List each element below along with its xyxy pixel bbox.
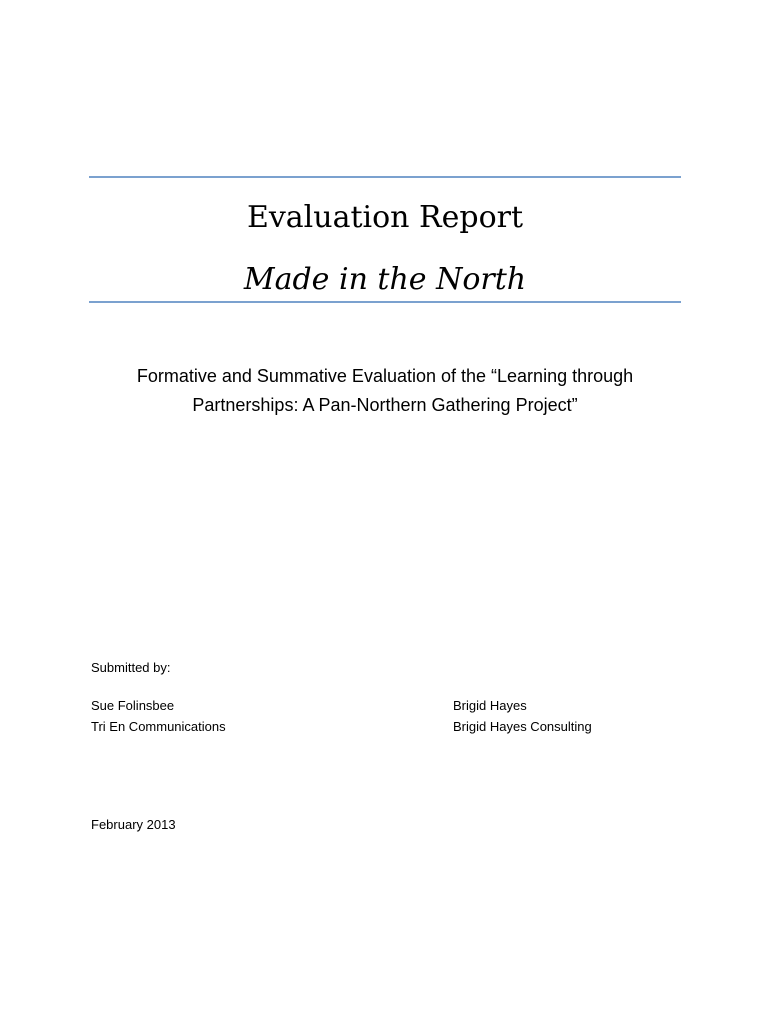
report-title: Evaluation Report bbox=[246, 200, 524, 235]
author-block-2 bbox=[453, 695, 592, 737]
author-block-1 bbox=[91, 695, 226, 737]
report-date: February 2013 bbox=[91, 817, 176, 832]
author-2-organization: Brigid Hayes Consulting bbox=[453, 719, 592, 734]
author-2-name: Brigid Hayes bbox=[453, 698, 527, 713]
title-bottom-rule bbox=[89, 301, 681, 303]
report-description bbox=[100, 362, 670, 420]
report-description-line-2: Partnerships: A Pan-Northern Gathering Project” bbox=[192, 395, 578, 415]
author-1-organization: Tri En Communications bbox=[91, 719, 226, 734]
submitted-by-label: Submitted by: bbox=[91, 660, 171, 675]
report-subtitle: Made in the North bbox=[243, 262, 527, 297]
title-top-rule bbox=[89, 176, 681, 178]
report-description-line-1: Formative and Summative Evaluation of the “Learning through bbox=[136, 366, 634, 386]
author-1-name: Sue Folinsbee bbox=[91, 698, 175, 713]
